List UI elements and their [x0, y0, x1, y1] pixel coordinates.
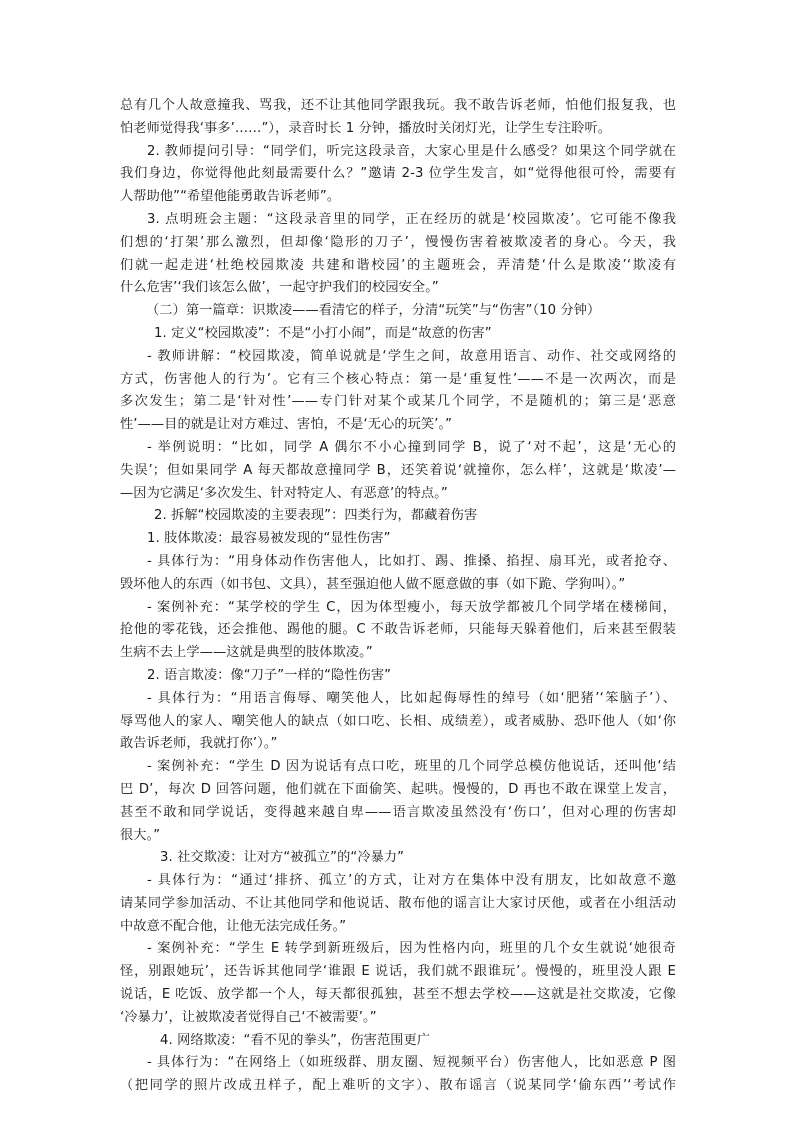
text-line: 抢他的零花钱，还会推他、踢他的腿。C 不敢告诉老师，只能每天躲着他们，后来甚至假装: [120, 622, 676, 638]
text-line: 4. 网络欺凌：“看不见的拳头”，伤害范围更广: [160, 1032, 431, 1048]
text-line: 1. 定义“校园欺凌”：不是“小打小闹”，而是“故意的伤害”: [154, 325, 492, 341]
text-line: - 具体行为：“用身体动作伤害他人，比如打、踢、推搡、掐捏、扇耳光，或者抢夺、: [147, 553, 676, 569]
text-line: 生病不去上学——这就是典型的肢体欺凌。”: [120, 645, 373, 661]
text-line: 2. 语言欺凌：像“刀子”一样的“隐性伤害”: [147, 667, 392, 683]
text-line: （把同学的照片改成丑样子，配上难听的文字）、散布谣言（说某同学‘偷东西’‘考试作: [120, 1078, 676, 1094]
text-line: 我们身边，你觉得他此刻最需要什么？”邀请 2-3 位学生发言，如“觉得他很可怜，需要有: [120, 166, 676, 182]
text-line: 2. 拆解“校园欺凌的主要表现”：四类行为，都藏着伤害: [154, 508, 478, 524]
text-line: - 案例补充：“某学校的学生 C，因为体型瘦小，每天放学都被几个同学堵在楼梯间，: [147, 599, 676, 615]
text-line: 2. 教师提问引导：“同学们，听完这段录音，大家心里是什么感受？如果这个同学就在: [147, 143, 676, 159]
text-line: 3. 点明班会主题：“这段录音里的同学，正在经历的就是‘校园欺凌’。它可能不像我: [147, 211, 676, 227]
text-line: 多次发生；第二是‘针对性’——专门针对某个或某几个同学，不是随机的；第三是‘恶意: [120, 394, 676, 410]
text-line: 敢告诉老师，我就打你’）。”: [120, 736, 278, 752]
text-line: 总有几个人故意撞我、骂我，还不让其他同学跟我玩。我不敢告诉老师，怕他们报复我，也: [120, 98, 676, 113]
text-line: - 案例补充：“学生 E 转学到新班级后，因为性格内向，班里的几个女生就说‘她很奇: [147, 941, 676, 957]
text-line: 辱骂他人的家人、嘲笑他人的缺点（如口吃、长相、成绩差），或者威胁、恐吓他人（如‘你: [120, 713, 676, 729]
text-line: 方式，伤害他人的行为’。它有三个核心特点：第一是‘重复性’——不是一次两次，而是: [120, 371, 676, 387]
text-line: 们就一起走进‘杜绝校园欺凌 共建和谐校园’的主题班会，弄清楚‘什么是欺凌’‘欺凌有: [120, 257, 676, 273]
text-line: 说话，E 吃饭、放学都一个人，每天都很孤独，甚至不想去学校——这就是社交欺凌，它像: [120, 987, 676, 1003]
text-line: - 具体行为：“通过‘排挤、孤立’的方式，让对方在集体中没有朋友，比如故意不邀: [147, 873, 676, 889]
text-line: —因为它满足‘多次发生、针对特定人、有恶意’的特点。”: [120, 485, 448, 501]
text-line: 甚至不敢和同学说话，变得越来越自卑——语言欺凌虽然没有‘伤口’，但对心理的伤害却: [120, 804, 676, 820]
text-line: 失误’；但如果同学 A 每天都故意撞同学 B，还笑着说‘就撞你，怎么样’，这就是‘欺凌’—: [120, 462, 676, 478]
text-line: 很大。”: [120, 827, 161, 843]
text-line: （二）第一篇章：识欺凌——看清它的样子，分清“玩笑”与“伤害”（10 分钟）: [146, 303, 601, 319]
text-line: 毁坏他人的东西（如书包、文具），甚至强迫他人做不愿意做的事（如下跪、学狗叫）。”: [120, 576, 626, 592]
text-line: 巴 D’，每次 D 回答问题，他们就在下面偷笑、起哄。慢慢的，D 再也不敢在课堂上发言，: [120, 781, 676, 797]
text-line: - 教师讲解：“校园欺凌，简单说就是‘学生之间，故意用语言、动作、社交或网络的: [147, 348, 676, 364]
text-line: - 举例说明：“比如，同学 A 偶尔不小心撞到同学 B，说了‘对不起’，这是‘无心的: [147, 439, 676, 455]
text-line: 人帮助他”“希望他能勇敢告诉老师”。: [120, 189, 341, 205]
text-line: 怪，别跟她玩’，还告诉其他同学‘谁跟 E 说话，我们就不跟谁玩’。慢慢的，班里没人跟 E: [120, 964, 676, 980]
text-line: 什么危害’‘我们该怎么做’，一起守护我们的校园安全。”: [120, 280, 439, 296]
document-page: [120, 95, 676, 1098]
text-line: - 具体行为：“用语言侮辱、嘲笑他人，比如起侮辱性的绰号（如‘肥猪’‘笨脑子’）、: [147, 690, 676, 706]
text-line: 怕老师觉得我‘事多’……”），录音时长 1 分钟，播放时关闭灯光，让学生专注聆听。: [120, 120, 612, 136]
text-line: - 具体行为：“在网络上（如班级群、朋友圈、短视频平台）伤害他人，比如恶意 P 图: [147, 1055, 676, 1071]
text-line: 请某同学参加活动、不让其他同学和他说话、散布他的谣言让大家讨厌他，或者在小组活动: [120, 895, 676, 911]
text-line: 性’——目的就是让对方难过、害怕，不是‘无心的玩笑’。”: [120, 417, 453, 433]
text-line: ‘冷暴力’，让被欺凌者觉得自己‘不被需要’。”: [120, 1009, 377, 1025]
text-line: 1. 肢体欺凌：最容易被发现的“显性伤害”: [147, 531, 391, 547]
text-line: 们想的‘打架’那么激烈，但却像‘隐形的刀子’，慢慢伤害着被欺凌者的身心。今天，我: [120, 234, 676, 250]
text-line: 3. 社交欺凌：让对方“被孤立”的“冷暴力”: [160, 850, 405, 866]
text-line: 中故意不配合他，让他无法完成任务。”: [120, 918, 347, 934]
text-line: - 案例补充：“学生 D 因为说话有点口吃，班里的几个同学总模仿他说话，还叫他‘结: [147, 759, 676, 775]
